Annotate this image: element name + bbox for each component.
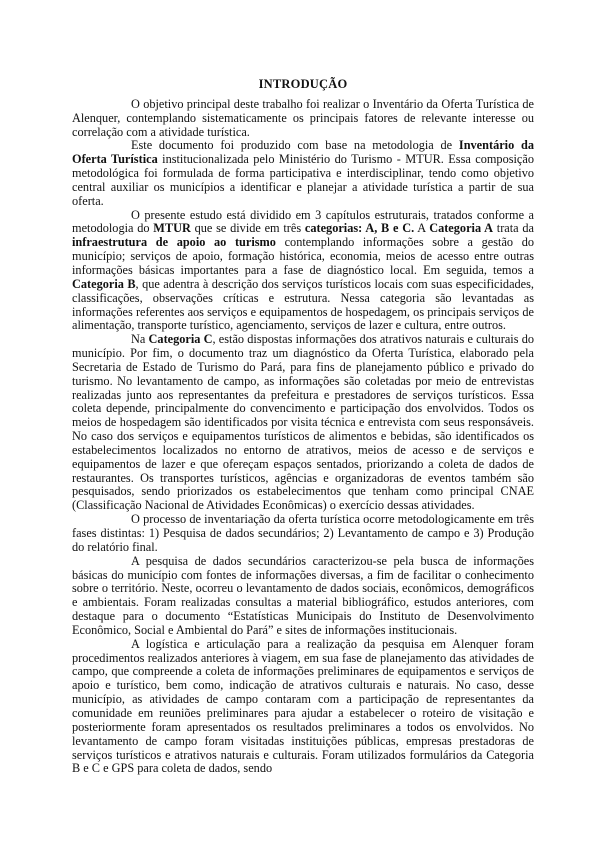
text-run: O presente estudo está dividido em 3 capítulos estruturais, tratados conforme a metodologia do [72, 207, 534, 236]
text-run: Este documento foi produzido com base na metodologia de [131, 138, 459, 153]
text-run: , que adentra à descrição dos serviços turísticos locais com suas especificidades, classificações, observações críticas e estrutura. Nessa categoria são levantadas as informações referentes aos serviços e equipamentos de hospedagem, os principais serviços de alimentação, transporte turístico, agenciamento, serviços de lazer e cultura, entre outros. [72, 276, 534, 333]
bold-text-run: Categoria A [429, 221, 494, 236]
text-run: O processo de inventariação da oferta turística ocorre metodologicamente em três fases distintas: 1) Pesquisa de dados secundários; 2) Levantamento de campo e 3) Produção do relatório final. [72, 512, 534, 554]
text-run: que se divide em três [190, 221, 305, 236]
body-paragraph [72, 555, 534, 638]
body-paragraph [72, 139, 534, 208]
document-body [72, 98, 534, 776]
text-run: O objetivo principal deste trabalho foi realizar o Inventário da Oferta Turística de Alenquer, contemplando sistematicamente os principais fatores de relevante interesse ou correlação com a atividade turística. [72, 96, 534, 139]
bold-text-run: Categoria B [72, 276, 136, 291]
bold-text-run: infraestrutura de apoio ao turismo [72, 235, 276, 250]
text-run: Na [131, 332, 149, 347]
bold-text-run: categorias: A, B e C. [304, 221, 415, 236]
text-run: A [414, 221, 430, 236]
text-run: contemplando informações sobre a gestão do município; serviços de apoio, formação histórica, economia, meios de acesso entre outras informações básicas importantes para a fase de diagnóstico local. Em seguida, temos a [72, 235, 534, 277]
body-paragraph [72, 638, 534, 776]
page-title: INTRODUÇÃO [258, 77, 348, 91]
text-run: , estão dispostas informações dos atrativos naturais e culturais do município. Por fim, o documento traz um diagnóstico da Oferta Turística, elaborado pela Secretaria de Estado de Turismo do Pará, para fins de planejamento público e privado do turismo. No levantamento de campo, as informações são coletadas por meio de entrevistas realizadas junto aos representantes da prefeitura e prestadores de serviços turísticos. Essa coleta depende, principalmente do convencimento e participação dos envolvidos. Todos os meios de hospedagem são identificados por visita técnica e entrevista com seus responsáveis. No caso dos serviços e equipamentos turísticos de alimentos e bebidas, são identificados os estabelecimentos localizados no entorno de atrativos, meios de acesso e de serviços e equipamentos de lazer e que ofereçam espaços sentados, priorizando a coleta de dados de restaurantes. Os transportes turísticos, agências e organizadoras de eventos também são pesquisados, sendo priorizados os estabelecimentos que tenham como principal CNAE (Classificação Nacional de Atividades Econômicas) o exercício dessas atividades. [72, 332, 534, 513]
text-run: institucionalizada pelo Ministério do Turismo - MTUR. Essa composição metodológica foi formulada de forma participativa e interdisciplinar, tendo como objetivo central auxiliar os municípios a identificar e planejar a atividade turística a partir de sua oferta. [72, 152, 534, 208]
bold-text-run: Inventário da Oferta Turística [72, 138, 534, 167]
body-paragraph [72, 333, 534, 513]
text-run: A logística e articulação para a realização da pesquisa em Alenquer foram procedimentos realizados anteriores à viagem, em sua fase de planejamento das atividades de campo, que compreende a coleta de informações preliminares de equipamentos e serviços de apoio e turístico, bem como, indicação de atrativos culturais e naturais. No caso, desse município, as atividades de campo contaram com a participação de representantes da comunidade em reuniões preliminares para ajudar a estabelecer o roteiro de visitação e posteriormente foram apresentados os resultados preliminares a todos os envolvidos. No levantamento de campo foram visitadas instituições públicas, empresas prestadoras de serviços turísticos e atrativos naturais e culturais. Foram utilizados formulários da Categoria B e C e GPS para coleta de dados, sendo [72, 636, 534, 776]
document-page [72, 78, 534, 776]
bold-text-run: Categoria C [148, 332, 213, 347]
text-run: A pesquisa de dados secundários caracterizou-se pela busca de informações básicas do município com fontes de informações diversas, a fim de facilitar o conhecimento sobre o território. Neste, ocorreu o levantamento de dados sociais, econômicos, demográficos e ambientais. Foram realizadas consultas a material bibliográfico, estudos anteriores, com destaque para o documento “Estatísticas Municipais do Instituto de Desenvolvimento Econômico, Social e Ambiental do Pará” e sites de informações institucionais. [72, 553, 534, 637]
body-paragraph [72, 209, 534, 334]
body-paragraph [72, 98, 534, 140]
bold-text-run: MTUR [153, 221, 191, 236]
body-paragraph [72, 513, 534, 555]
text-run: trata da [493, 221, 535, 236]
